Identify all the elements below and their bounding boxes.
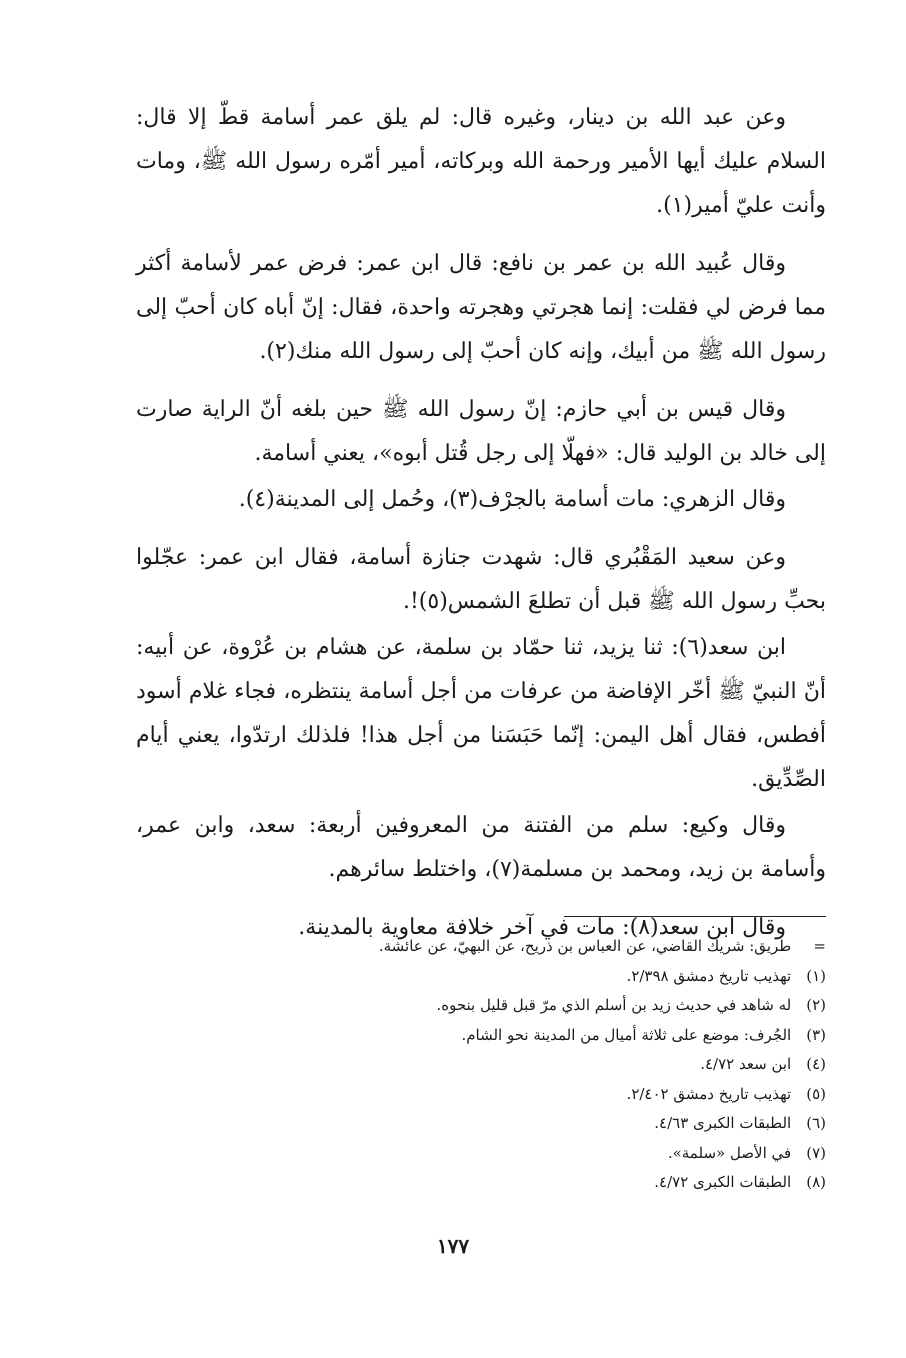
paragraph-3: وقال قيس بن أبي حازم: إنّ رسول الله ﷺ حين بلغه أنّ الراية صارت إلى خالد بن الوليد قال: «فهلّا إلى رجل قُتل أبوه»، يعني أسامة. [136, 397, 826, 466]
main-text [136, 96, 826, 950]
footnote-number: (١) [806, 966, 826, 985]
footnote-number: (٦) [806, 1114, 826, 1132]
footnote-continuation [146, 932, 826, 962]
footnote-number: = [813, 937, 826, 955]
footnote-7 [146, 1139, 826, 1169]
footnote-number: (٢) [806, 996, 826, 1014]
footnote-2 [146, 991, 826, 1021]
footnote-text: طريق: شريك القاضي، عن العباس بن ذريح، عن البهيّ، عن عائشة. [378, 937, 792, 955]
paragraph-5: وعن سعيد المَقْبُري قال: شهدت جنازة أسامة، فقال ابن عمر: عجّلوا بحبِّ رسول الله ﷺ قبل أن تطلعَ الشمس(٥)!. [136, 545, 826, 614]
footnote-text: الطبقات الكبرى ٤/٦٣. [654, 1114, 792, 1132]
footnote-number: (٤) [806, 1055, 826, 1073]
paragraph-6: ابن سعد(٦): ثنا يزيد، ثنا حمّاد بن سلمة، عن هشام بن عُرْوة، عن أبيه: أنّ النبيّ ﷺ أخّر الإفاضة من عرفات من أجل أسامة ينتظره، فجاء غلام أسود أفطس، فقال أهل اليمن: إنّما حَبَسَنا من أجل هذا! فلذلك ارتدّوا، يعني أيام الصِّدِّيق. [136, 635, 826, 792]
footnote-text: الجُرف: موضع على ثلاثة أميال من المدينة نحو الشام. [461, 1025, 792, 1044]
footnote-3 [146, 1021, 826, 1051]
footnote-4 [146, 1050, 826, 1080]
footnote-5 [146, 1080, 826, 1110]
footnote-number: (٥) [806, 1084, 826, 1103]
footnote-text: له شاهد في حديث زيد بن أسلم الذي مرّ قبل قليل بنحوه. [436, 996, 792, 1014]
footnote-6 [146, 1109, 826, 1139]
paragraph-2: وقال عُبيد الله بن عمر بن نافع: قال ابن عمر: فرض عمر لأسامة أكثر مما فرض لي فقلت: إنما هجرتي وهجرته واحدة، فقال: إنّ أباه كان أحبّ إلى رسول الله ﷺ من أبيك، وإنه كان أحبّ إلى رسول الله منك(٢). [136, 251, 826, 364]
footnotes [146, 932, 826, 1198]
paragraph-7: وقال وكيع: سلم من الفتنة من المعروفين أربعة: سعد، وابن عمر، وأسامة بن زيد، ومحمد بن مسلمة(٧)، واختلط سائرهم. [136, 813, 826, 882]
footnote-text: في الأصل «سلمة». [667, 1143, 792, 1162]
footnote-number: (٣) [806, 1025, 826, 1044]
page-number: ١٧٧ [436, 1234, 470, 1258]
footnote-text: تهذيب تاريخ دمشق ٢/٣٩٨. [626, 966, 792, 985]
footnote-text: تهذيب تاريخ دمشق ٢/٤٠٢. [626, 1084, 792, 1103]
footnote-separator [564, 916, 826, 917]
footnote-text: الطبقات الكبرى ٤/٧٢. [654, 1173, 792, 1191]
footnote-8 [146, 1168, 826, 1198]
paragraph-8: وقال ابن سعد(٨): مات في آخر خلافة معاوية بالمدينة. [298, 915, 786, 940]
paragraph-4: وقال الزهري: مات أسامة بالجرْف(٣)، وحُمل إلى المدينة(٤). [238, 487, 786, 512]
footnote-text: ابن سعد ٤/٧٢. [700, 1055, 792, 1073]
footnote-number: (٧) [806, 1143, 826, 1162]
footnote-number: (٨) [806, 1173, 826, 1191]
footnote-1 [146, 962, 826, 992]
paragraph-1: وعن عبد الله بن دينار، وغيره قال: لم يلق عمر أسامة قطّ إلا قال: السلام عليك أيها الأمير ورحمة الله وبركاته، أمير أمّره رسول الله ﷺ، ومات وأنت عليّ أمير(١). [136, 105, 826, 218]
